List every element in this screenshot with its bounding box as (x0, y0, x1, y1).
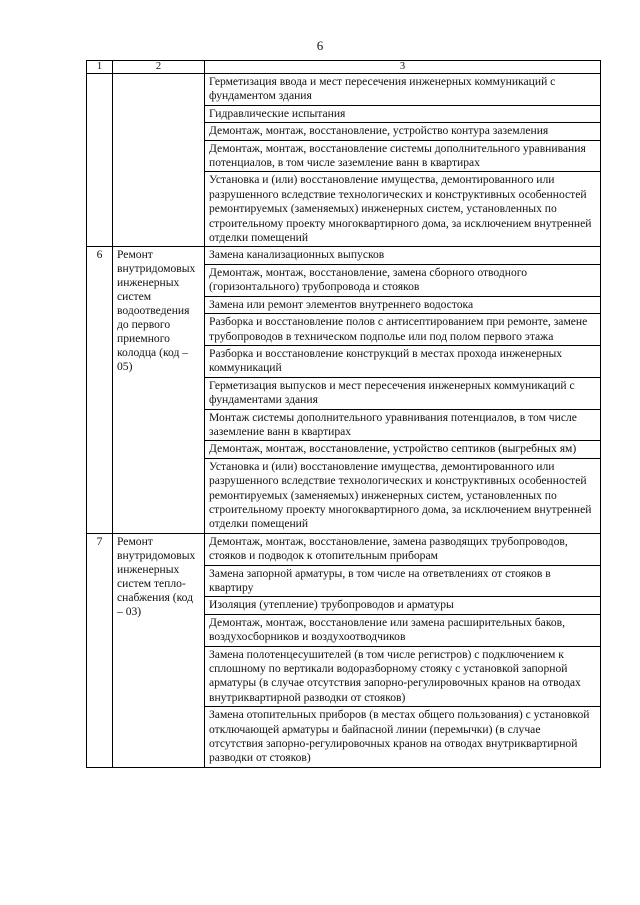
system-name: Ремонт внутридомовых инженерных систем тепло-снабжения (код – 03) (113, 533, 205, 767)
work-item: Изоляция (утепление) трубопроводов и арматуры (205, 597, 601, 614)
section-number: 6 (87, 247, 113, 533)
work-item: Гидравлические испытания (205, 105, 601, 122)
number-cell-continued (87, 74, 113, 247)
work-item: Установка и (или) восстановление имущества, демонтированного или разрушенного вследствие технологических и конструктивных особенностей ремонтируемых (заменяемых) инженерных систем, установленных по строительному проекту многоквартирного дома, за исключением внутренней отделки помещений (205, 458, 601, 533)
work-item: Разборка и восстановление конструкций в местах прохода инженерных коммуникаций (205, 345, 601, 377)
table-body (87, 74, 601, 768)
system-cell-continued (113, 74, 205, 247)
work-item: Демонтаж, монтаж, восстановление, устройство контура заземления (205, 123, 601, 140)
work-item: Демонтаж, монтаж, восстановление, замена разводящих трубопроводов, стояков и подводок к отопительным приборам (205, 533, 601, 565)
work-item: Замена отопительных приборов (в местах общего пользования) с установкой отключающей арматуры и байпасной линии (перемычки) (в случае отсутствия запорно-регулировочных кранов на отводах внутриквартирной разводки от стояков) (205, 707, 601, 768)
work-item: Замена канализационных выпусков (205, 247, 601, 264)
column-header-number: 1 (87, 61, 113, 74)
work-item: Герметизация выпусков и мест пересечения инженерных коммуникаций с фундаментами здания (205, 377, 601, 409)
work-item: Демонтаж, монтаж, восстановление системы дополнительного уравнивания потенциалов, в том числе заземление ванн в квартирах (205, 140, 601, 172)
page-number: 6 (316, 38, 324, 53)
work-item: Разборка и восстановление полов с антисептированием при ремонте, замене трубопроводов в техническом подполье или под полом первого этажа (205, 314, 601, 346)
table-row (87, 533, 601, 565)
column-header-system: 2 (113, 61, 205, 74)
section-number: 7 (87, 533, 113, 767)
table-row (87, 247, 601, 264)
system-name: Ремонт внутридомовых инженерных систем водоотведения до первого приемного колодца (код – 05) (113, 247, 205, 533)
work-item: Замена полотенцесушителей (в том числе регистров) с подключением к сплошному по вертикали водоразборному стояку с установкой запорной арматуры (в случае отсутствия запорно-регулировочных кранов на отводах внутриквартирной разводки от стояков) (205, 646, 601, 707)
work-item: Демонтаж, монтаж, восстановление, устройство септиков (выгребных ям) (205, 441, 601, 458)
column-header-work: 3 (205, 61, 601, 74)
table-header-row (87, 61, 601, 74)
work-item: Демонтаж, монтаж, восстановление, замена сборного отводного (горизонтального) трубопровода и стояков (205, 264, 601, 296)
work-item: Установка и (или) восстановление имущества, демонтированного или разрушенного вследствие технологических и конструктивных особенностей ремонтируемых (заменяемых) инженерных систем, установленных по строительному проекту многоквартирного дома, за исключением внутренней отделки помещений (205, 172, 601, 247)
works-table (86, 60, 601, 768)
work-item: Замена запорной арматуры, в том числе на ответвлениях от стояков в квартиру (205, 565, 601, 597)
work-item: Замена или ремонт элементов внутреннего водостока (205, 296, 601, 313)
table-row (87, 74, 601, 106)
work-item: Герметизация ввода и мест пересечения инженерных коммуникаций с фундаментом здания (205, 74, 601, 106)
work-item: Монтаж системы дополнительного уравнивания потенциалов, в том числе заземление ванн в квартирах (205, 409, 601, 441)
work-item: Демонтаж, монтаж, восстановление или замена расширительных баков, воздухосборников и воздухоотводчиков (205, 614, 601, 646)
